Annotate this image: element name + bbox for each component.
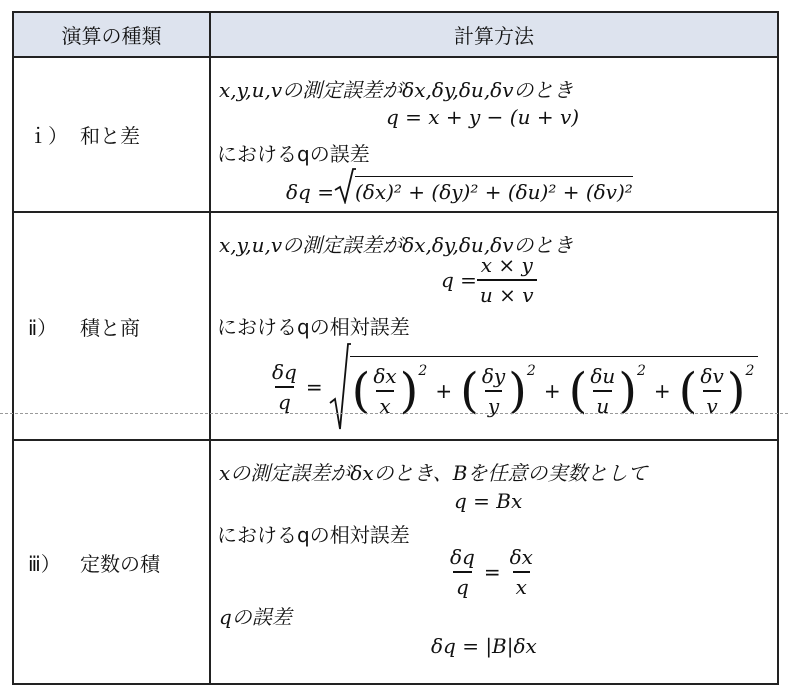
fraction-rhs xyxy=(507,545,536,599)
fraction-lhs xyxy=(447,545,478,599)
denominator: x xyxy=(513,571,530,599)
equation-error-radicand: (δx)² + (δy)² + (δu)² + (δv)² xyxy=(355,176,633,204)
row-number: ⅲ） xyxy=(28,551,61,576)
condition-text: x,y,u,vの測定誤差がδx,δy,δu,δvのとき xyxy=(219,233,574,257)
fraction xyxy=(479,364,508,418)
denominator: x xyxy=(376,390,393,418)
numerator: δx xyxy=(509,545,533,569)
term-x: ( $\frac{\delta x}{x}$ ) $^2$ xyxy=(351,362,428,419)
numerator: δu xyxy=(590,363,616,388)
row-title: 積と商 xyxy=(80,315,140,340)
numerator: δy xyxy=(481,363,506,388)
table-row-product-quotient xyxy=(14,213,777,441)
fraction xyxy=(477,253,537,307)
fraction xyxy=(370,364,399,418)
denominator: u xyxy=(593,390,612,418)
numerator: δq xyxy=(272,360,297,384)
intermediate-text-2: qの誤差 xyxy=(219,605,292,629)
equation-q-lhs: q = xyxy=(441,268,477,292)
denominator: v xyxy=(703,390,720,418)
plus-sign: + xyxy=(653,378,671,403)
intermediate-text: におけるqの誤差 xyxy=(217,142,370,166)
denominator: y xyxy=(485,390,502,418)
denominator: q xyxy=(275,386,294,414)
term-y: ( $\frac{\delta y}{y}$ ) $^2$ xyxy=(460,362,536,419)
dashed-divider xyxy=(0,413,788,414)
equation-q: q = x + y − (u + v) xyxy=(386,105,580,129)
header-operation-type: 演算の種類 xyxy=(14,13,211,56)
sqrt-icon xyxy=(329,343,351,431)
equation-error xyxy=(286,168,633,204)
equals-sign: = xyxy=(305,375,323,399)
equals-sign: = xyxy=(483,560,501,584)
method-cell-constant-product xyxy=(211,441,777,683)
numerator: x × y xyxy=(480,253,533,277)
exponent: 2 xyxy=(745,362,755,379)
table-row-sum-difference xyxy=(14,58,777,213)
denominator: u × v xyxy=(477,279,537,307)
intermediate-text: におけるqの相対誤差 xyxy=(217,315,410,339)
fraction-lhs xyxy=(269,360,300,414)
method-cell-sum-difference xyxy=(211,58,777,211)
row-number: ⅱ） xyxy=(28,315,58,340)
equation-error: δq = |B|δx xyxy=(431,634,537,658)
term-v: ( $\frac{\delta v}{v}$ ) $^2$ xyxy=(678,362,755,419)
sqrt-icon xyxy=(334,168,356,204)
row-label-product-quotient xyxy=(14,213,211,439)
intermediate-text: におけるqの相対誤差 xyxy=(217,523,410,547)
plus-sign: + xyxy=(543,378,561,403)
row-label-sum-difference xyxy=(14,58,211,211)
formula-table xyxy=(12,11,779,685)
table-header-row xyxy=(14,13,777,58)
fraction xyxy=(587,364,618,418)
equation-q: q = Bx xyxy=(454,489,523,513)
header-calculation-method: 計算方法 xyxy=(454,24,534,48)
numerator: δx xyxy=(373,363,397,388)
condition-text: xの測定誤差がδxのとき、Bを任意の実数として xyxy=(219,461,648,485)
denominator: q xyxy=(453,571,472,599)
numerator: δq xyxy=(450,545,475,569)
exponent: 2 xyxy=(636,362,646,379)
plus-sign: + xyxy=(435,378,453,403)
row-title: 定数の積 xyxy=(80,551,160,576)
exponent: 2 xyxy=(526,362,536,379)
fraction xyxy=(697,364,726,418)
method-cell-product-quotient xyxy=(211,213,777,439)
row-label-constant-product xyxy=(14,441,211,683)
row-number: ｉ） xyxy=(28,124,68,148)
condition-text: x,y,u,vの測定誤差がδx,δy,δu,δvのとき xyxy=(219,78,574,102)
row-title: 和と差 xyxy=(80,124,140,148)
radicand xyxy=(350,356,759,419)
term-u: ( $\frac{\delta u}{u}$ ) $^2$ xyxy=(568,362,646,419)
equation-q xyxy=(441,253,537,307)
equation-relative-error xyxy=(447,545,536,599)
equation-relative-error xyxy=(269,343,758,431)
equation-error-lhs: δq = xyxy=(286,180,334,204)
exponent: 2 xyxy=(418,362,428,379)
table-row-constant-product xyxy=(14,441,777,683)
numerator: δv xyxy=(700,363,724,388)
